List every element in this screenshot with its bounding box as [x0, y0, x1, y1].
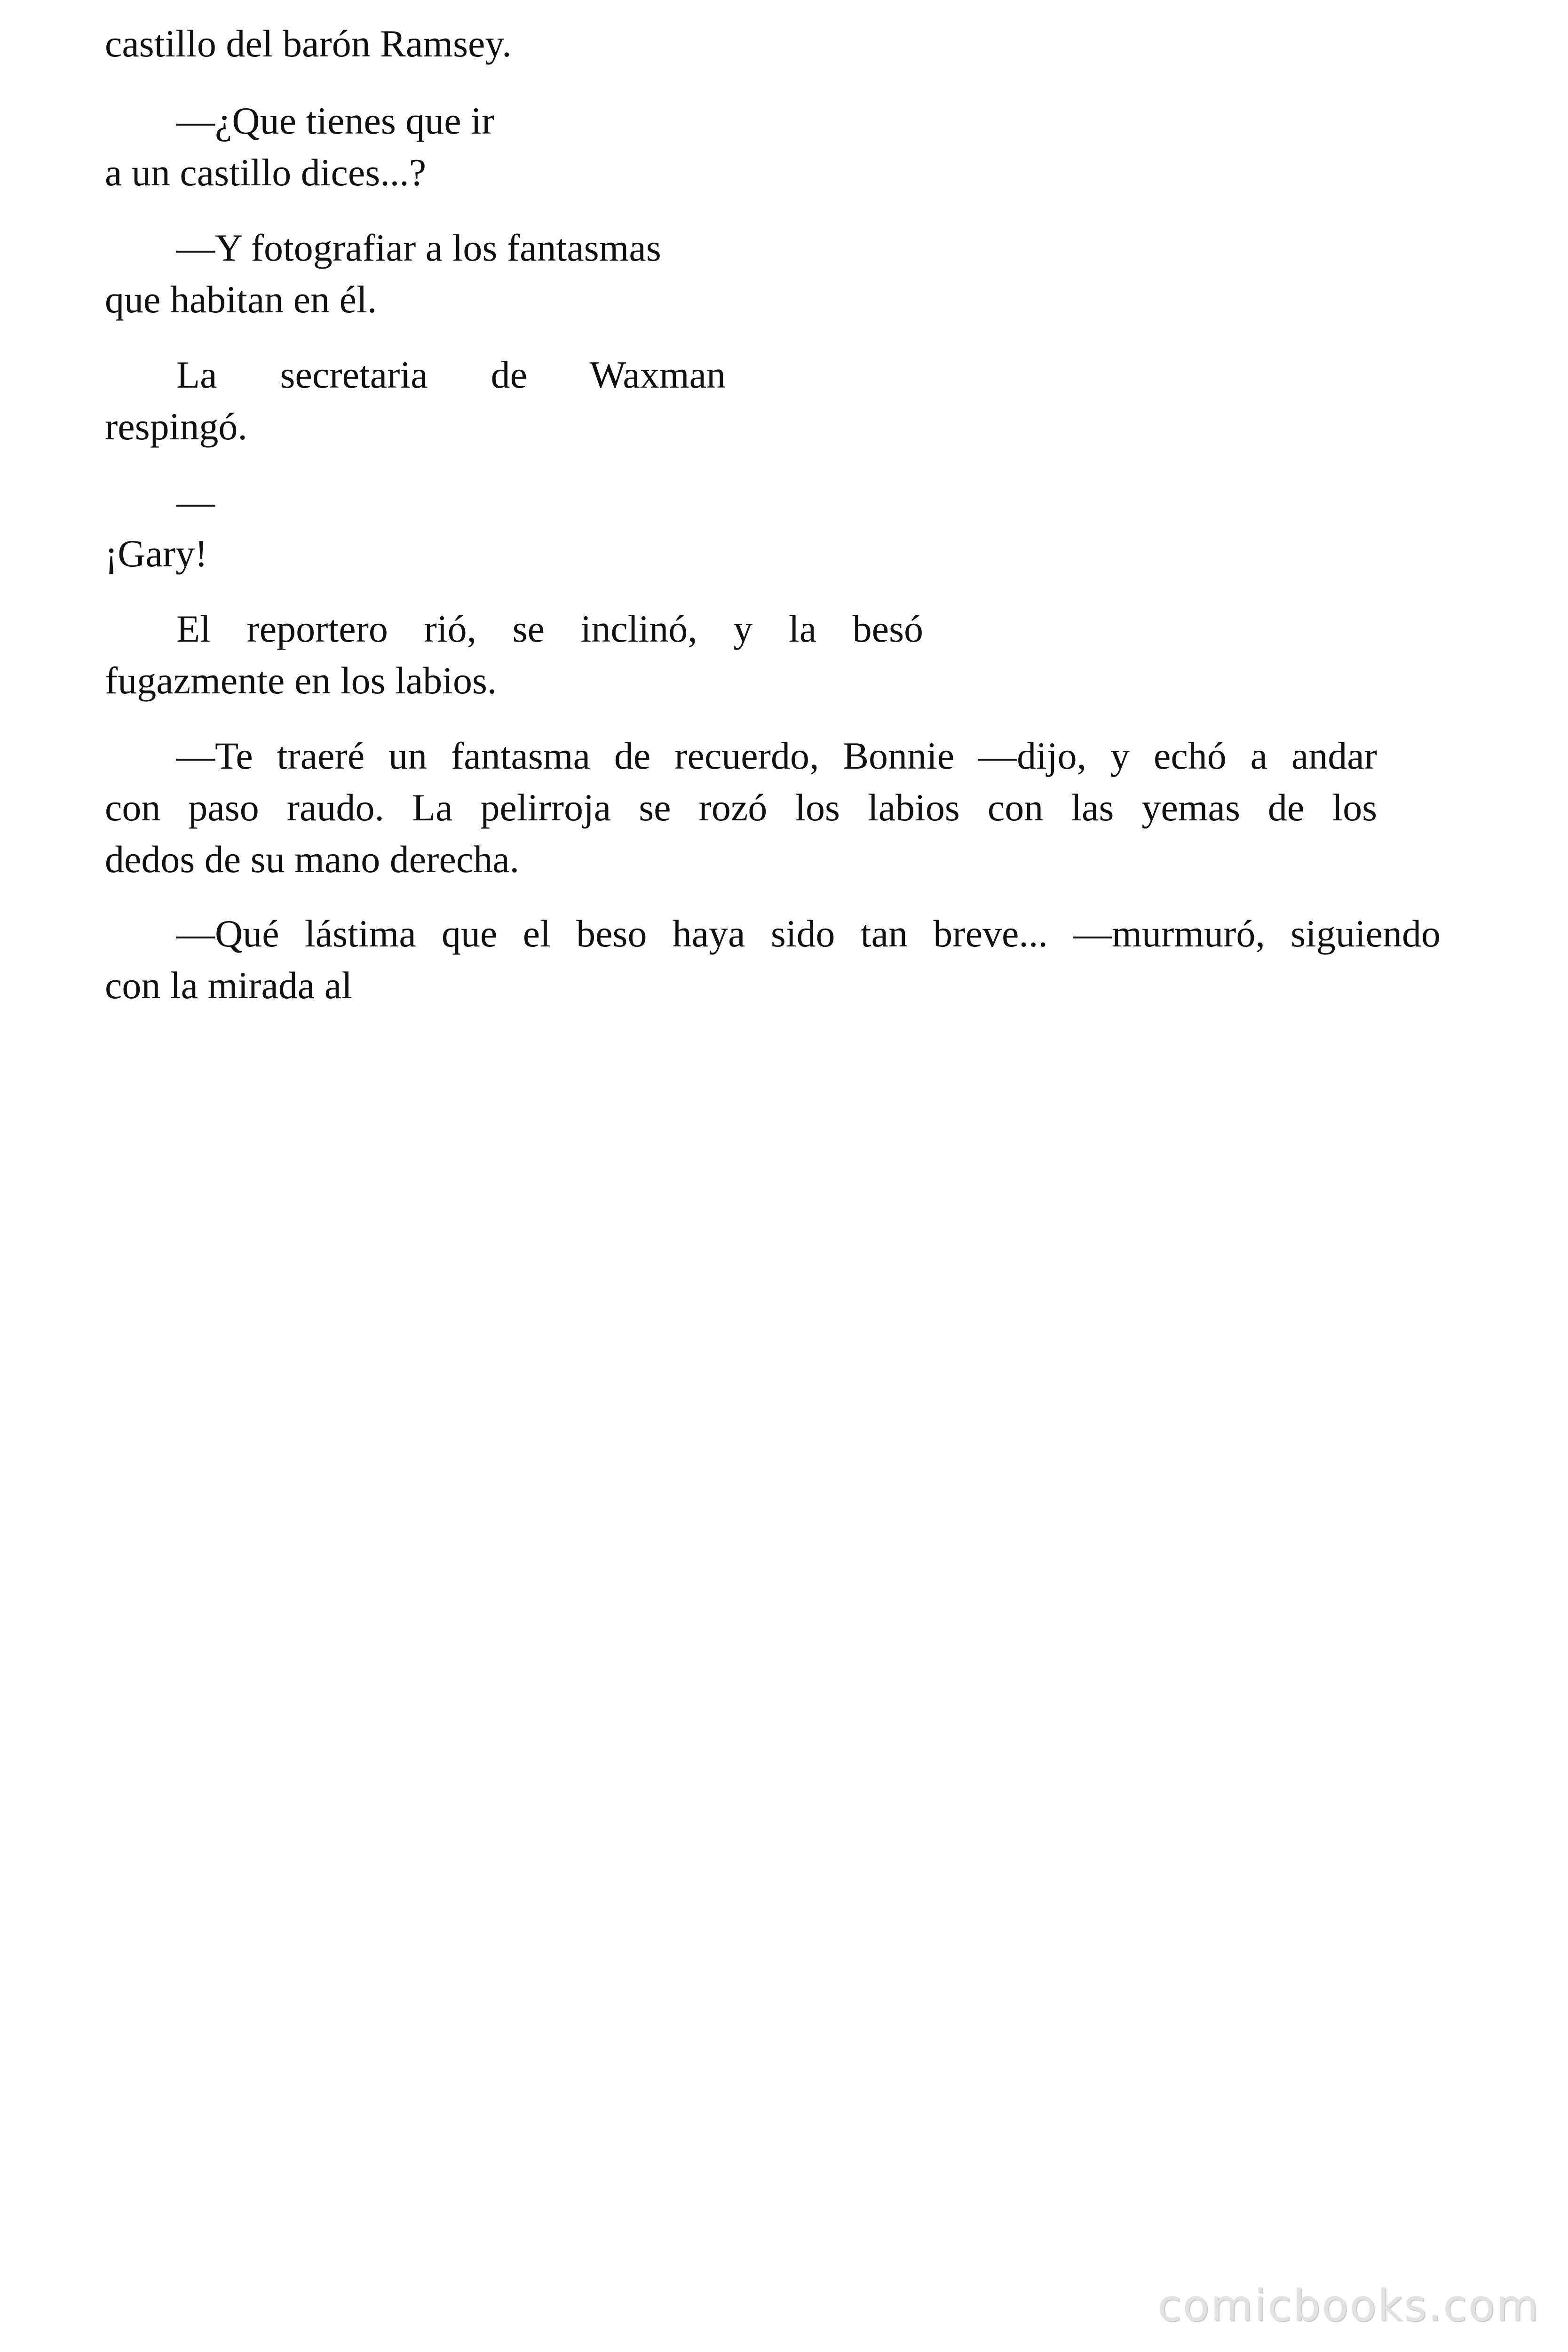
paragraph-7	[105, 730, 1377, 885]
text-line: respingó.	[105, 405, 247, 448]
text-line: con paso raudo. La pelirroja se rozó los labios con las yemas de los	[105, 786, 1377, 829]
text-line: —¿Que tienes que ir	[176, 99, 495, 142]
paragraph-6	[105, 603, 923, 707]
paragraph-4	[105, 349, 726, 453]
text-line: que habitan en él.	[105, 278, 377, 321]
paragraph-2	[105, 95, 622, 199]
text-line: —Y fotografiar a los fantasmas	[176, 226, 661, 269]
text-line: —	[176, 480, 215, 523]
text-line: La secretaria de Waxman	[176, 353, 726, 396]
text-line: dedos de su mano derecha.	[105, 838, 520, 881]
paragraph-5	[105, 476, 622, 580]
text-line: fugazmente en los labios.	[105, 659, 497, 702]
text-line: —Qué lástima que el beso haya sido tan breve... —murmuró, siguiendo	[176, 912, 1441, 955]
paragraph-1	[105, 18, 763, 70]
text-line: El reportero rió, se inclinó, y la besó	[176, 607, 923, 650]
text-line: —Te traeré un fantasma de recuerdo, Bonnie —dijo, y echó a andar	[176, 734, 1377, 777]
text-line: castillo del barón Ramsey.	[105, 22, 512, 65]
paragraph-8	[105, 908, 1441, 1011]
text-line: con la mirada al	[105, 964, 352, 1007]
text-line: ¡Gary!	[105, 532, 208, 575]
watermark-logo: comicbooks.com	[1157, 2280, 1540, 2331]
paragraph-3	[105, 222, 726, 326]
text-line: a un castillo dices...?	[105, 151, 427, 194]
